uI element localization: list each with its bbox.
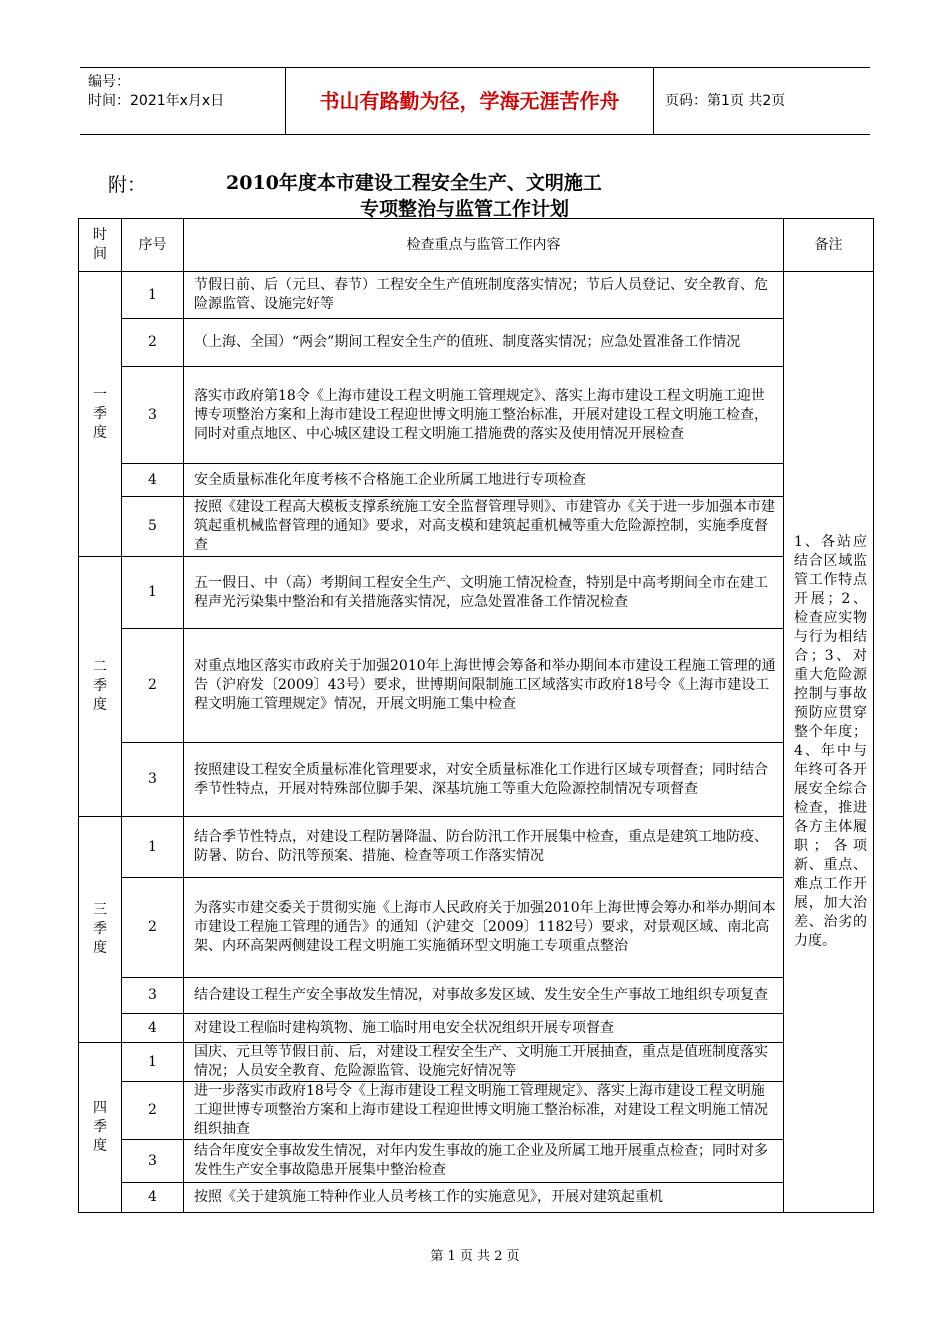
- row-content: 结合季节性特点，对建设工程防暑降温、防台防汛工作开展集中检查，重点是建筑工地防疫、防暑、防台、防汛等预案、措施、检查等项工作落实情况: [184, 817, 784, 878]
- quarter-label: 三季度: [92, 902, 107, 956]
- row-content: 五一假日、中（高）考期间工程安全生产、文明施工情况检查，特别是中高考期间全市在建工程声光污染集中整治和有关措施落实情况，应急处置准备工作情况检查: [184, 557, 784, 629]
- row-content: 按照《关于建筑施工特种作业人员考核工作的实施意见》，开展对建筑起重机: [184, 1183, 784, 1213]
- quarter-label: 二季度: [92, 659, 107, 713]
- remarks-cell: 1、各站应结合区域监管工作特点开展；2、检查应实物与行为相结合；3、对重大危险源控制与事故预防应贯穿整个年度；4、年中与年终可各开展安全综合检查，推进各方主体履职；各项新、重点、难点工作开展，加大治差、治劣的力度。: [784, 272, 874, 1213]
- row-number: 2: [122, 878, 184, 978]
- row-number: 2: [122, 1082, 184, 1140]
- quarter-cell: [79, 272, 122, 557]
- quarter-label: 四季度: [92, 1100, 107, 1154]
- table-row: [79, 743, 874, 817]
- date-label: 时间：2021年x月x日: [88, 93, 225, 109]
- table-row: [79, 1082, 874, 1140]
- row-content: 国庆、元旦等节假日前、后，对建设工程安全生产、文明施工开展抽查，重点是值班制度落实情况；人员安全教育、危险源监管、设施完好情况等: [184, 1043, 784, 1082]
- row-content: 按照《建设工程高大模板支撑系统施工安全监督管理导则》、市建管办《关于进一步加强本市建筑起重机械监督管理的通知》要求，对高支模和建筑起重机械等重大危险源控制，实施季度督查: [184, 497, 784, 557]
- header-motto: 书山有路勤为径，学海无涯苦作舟: [319, 89, 620, 113]
- table-row: [79, 319, 874, 367]
- header-content: 检查重点与监管工作内容: [184, 219, 784, 272]
- table-row: [79, 1014, 874, 1043]
- quarter-cell: [79, 1043, 122, 1213]
- quarter-cell: [79, 557, 122, 817]
- row-content: 安全质量标准化年度考核不合格施工企业所属工地进行专项检查: [184, 464, 784, 497]
- row-number: 1: [122, 272, 184, 319]
- plan-table: [78, 218, 874, 1213]
- row-number: 1: [122, 557, 184, 629]
- attachment-label: 附：: [108, 174, 147, 196]
- table-row: [79, 1043, 874, 1082]
- header-no: 序号: [122, 219, 184, 272]
- row-content: 结合建设工程生产安全事故发生情况，对事故多发区域、发生安全生产事故工地组织专项复查: [184, 978, 784, 1014]
- table-row: [79, 817, 874, 878]
- table-row: [79, 878, 874, 978]
- document-title-line2: 专项整治与监管工作计划: [360, 198, 570, 220]
- table-header-row: [79, 219, 874, 272]
- row-content: 节假日前、后（元旦、春节）工程安全生产值班制度落实情况；节后人员登记、安全教育、危险源监管、设施完好等: [184, 272, 784, 319]
- row-content: （上海、全国）“两会”期间工程安全生产的值班、制度落实情况；应急处置准备工作情况: [184, 319, 784, 367]
- row-content: 为落实市建交委关于贯彻实施《上海市人民政府关于加强2010年上海世博会筹办和举办期间本市建设工程施工管理的通告》的通知（沪建交〔2009〕1182号）要求，对景观区域、南北高架、内环高架两侧建设工程文明施工实施循环型文明施工专项重点整治: [184, 878, 784, 978]
- row-content: 按照建设工程安全质量标准化管理要求，对安全质量标准化工作进行区域专项督查；同时结合季节性特点，开展对特殊部位脚手架、深基坑施工等重大危险源控制情况专项督查: [184, 743, 784, 817]
- row-number: 1: [122, 817, 184, 878]
- row-number: 4: [122, 1183, 184, 1213]
- row-number: 3: [122, 367, 184, 464]
- row-content: 对建设工程临时建构筑物、施工临时用电安全状况组织开展专项督查: [184, 1014, 784, 1043]
- code-label: 编号：: [88, 74, 130, 90]
- header-page-label: 页码：第1页 共2页: [665, 93, 786, 109]
- header-left: [88, 73, 224, 111]
- row-number: 1: [122, 1043, 184, 1082]
- table-row: [79, 557, 874, 629]
- header-remark: 备注: [784, 219, 874, 272]
- row-content: 落实市政府第18令《上海市建设工程文明施工管理规定》、落实上海市建设工程文明施工迎世博专项整治方案和上海市建设工程迎世博文明施工整治标准，开展对建设工程文明施工检查，同时对重点地区、中心城区建设工程文明施工措施费的落实及使用情况开展检查: [184, 367, 784, 464]
- row-number: 5: [122, 497, 184, 557]
- row-number: 4: [122, 1014, 184, 1043]
- page-footer: 第 1 页 共 2 页: [430, 1249, 520, 1264]
- quarter-label: 一季度: [92, 386, 107, 441]
- row-number: 2: [122, 629, 184, 743]
- header-time: 时间: [79, 219, 122, 272]
- table-row: [79, 1183, 874, 1213]
- table-row: [79, 629, 874, 743]
- row-content: 对重点地区落实市政府关于加强2010年上海世博会筹备和举办期间本市建设工程施工管理的通告（沪府发〔2009〕43号）要求，世博期间限制施工区域落实市政府18号令《上海市建设工程文明施工管理规定》情况，开展文明施工集中检查: [184, 629, 784, 743]
- header-bottom-rule: [80, 134, 870, 135]
- document-title-line1: 2010年度本市建设工程安全生产、文明施工: [226, 172, 602, 194]
- table-row: [79, 464, 874, 497]
- quarter-cell: [79, 817, 122, 1043]
- row-number: 2: [122, 319, 184, 367]
- table-row: [79, 367, 874, 464]
- table-row: [79, 1140, 874, 1183]
- row-number: 4: [122, 464, 184, 497]
- table-row: [79, 978, 874, 1014]
- table-row: [79, 272, 874, 319]
- row-number: 3: [122, 1140, 184, 1183]
- page-header: [80, 67, 870, 135]
- table-row: [79, 497, 874, 557]
- row-content: 进一步落实市政府18号令《上海市建设工程文明施工管理规定》、落实上海市建设工程文明施工迎世博专项整治方案和上海市建设工程迎世博文明施工整治标准，对建设工程文明施工情况组织抽查: [184, 1082, 784, 1140]
- row-number: 3: [122, 978, 184, 1014]
- row-content: 结合年度安全事故发生情况，对年内发生事故的施工企业及所属工地开展重点检查；同时对多发性生产安全事故隐患开展集中整治检查: [184, 1140, 784, 1183]
- row-number: 3: [122, 743, 184, 817]
- header-divider: [653, 67, 654, 135]
